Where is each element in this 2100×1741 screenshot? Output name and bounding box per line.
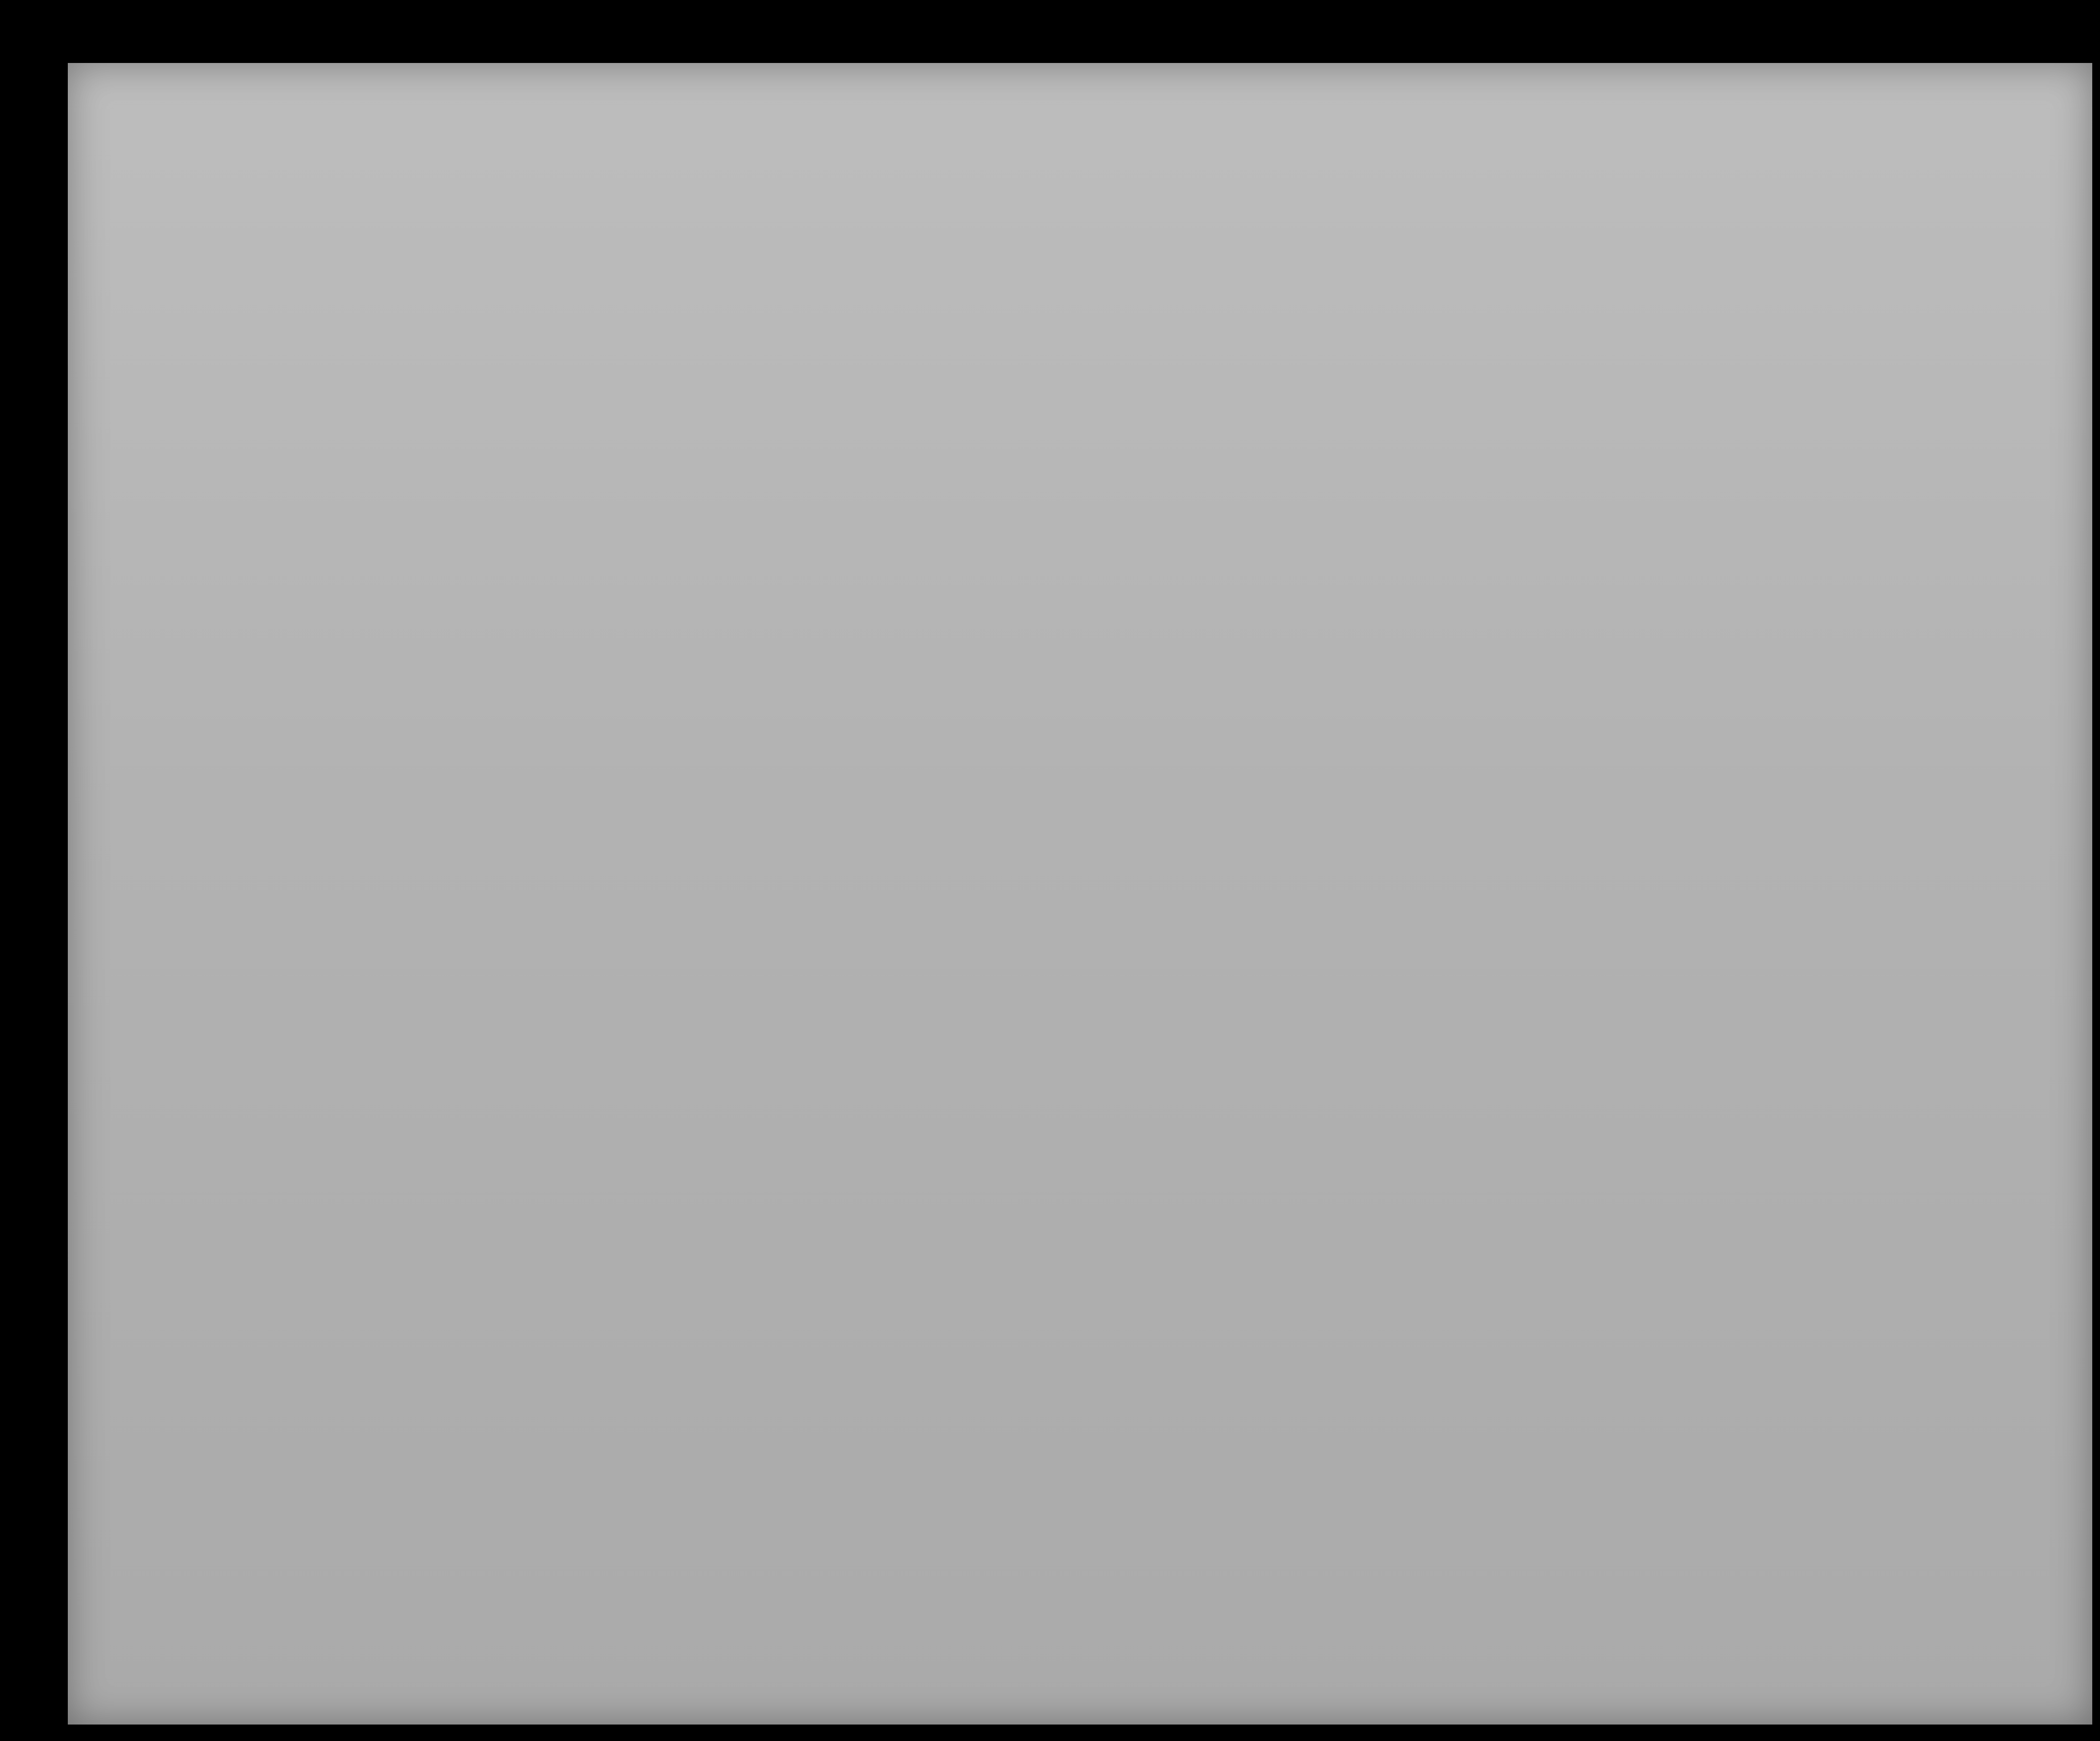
- form-instructions: [201, 190, 1678, 206]
- manifest-sheet: [68, 63, 2092, 1725]
